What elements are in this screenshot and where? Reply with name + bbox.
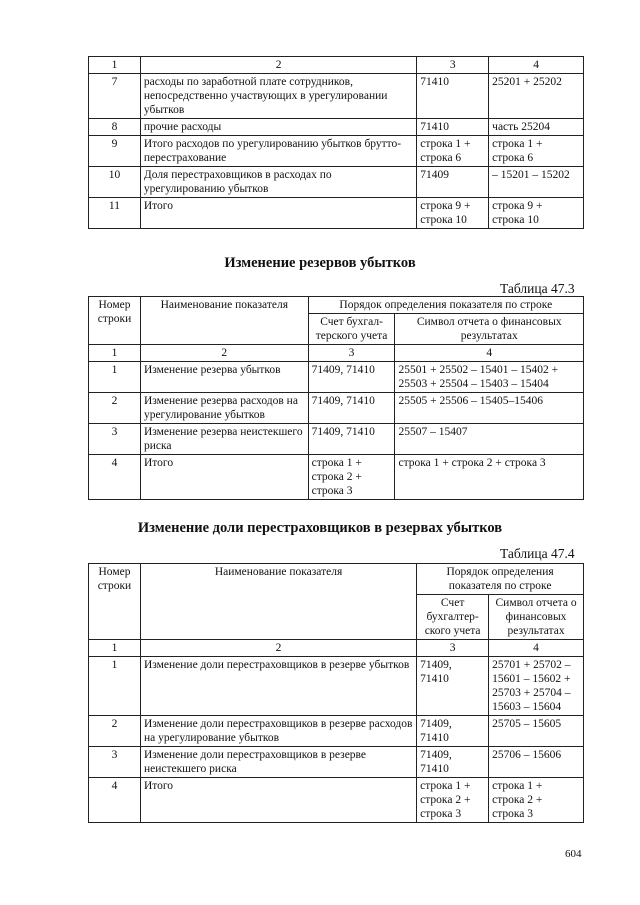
table-caption: Таблица 47.4 xyxy=(500,546,575,561)
row-number: 8 xyxy=(89,119,141,136)
symbol-cell: – 15201 – 15202 xyxy=(489,167,584,198)
account-cell: 71410 xyxy=(417,119,489,136)
header-indicator-name: Наименование показателя xyxy=(140,564,416,640)
header-group: Порядок определения показателя по строке xyxy=(308,297,583,314)
table-row xyxy=(89,716,584,747)
table-number-row xyxy=(89,57,584,74)
account-cell: 71409, 71410 xyxy=(308,393,395,424)
column-number: 4 xyxy=(489,57,584,74)
row-number: 1 xyxy=(89,362,141,393)
indicator-name: Изменение резерва убытков xyxy=(140,362,308,393)
symbol-cell: строка 1 + строка 2 + строка 3 xyxy=(489,778,584,823)
indicator-name: Изменение доли перестраховщиков в резерве неистекшего риска xyxy=(140,747,416,778)
account-cell: 71409, 71410 xyxy=(417,657,489,716)
symbol-cell: 25201 + 25202 xyxy=(489,74,584,119)
account-cell: 71410 xyxy=(417,74,489,119)
row-number: 1 xyxy=(89,657,141,716)
table-47-4 xyxy=(88,563,584,823)
symbol-cell: 25505 + 25506 – 15405–15406 xyxy=(395,393,584,424)
header-symbol: Символ отчета о финансовых результатах xyxy=(489,595,584,640)
indicator-name: Итого расходов по урегулированию убытков брутто-перестрахование xyxy=(140,136,416,167)
header-row-number: Номер строки xyxy=(89,564,141,640)
account-cell: 71409, 71410 xyxy=(308,424,395,455)
symbol-cell: 25501 + 25502 – 15401 – 15402 + 25503 + 25504 – 15403 – 15404 xyxy=(395,362,584,393)
symbol-cell: 25706 – 15606 xyxy=(489,747,584,778)
table-row xyxy=(89,74,584,119)
row-number: 7 xyxy=(89,74,141,119)
table-row xyxy=(89,119,584,136)
table-row xyxy=(89,362,584,393)
table-caption: Таблица 47.3 xyxy=(500,281,575,296)
header-indicator-name: Наименование показателя xyxy=(140,297,308,345)
row-number: 4 xyxy=(89,778,141,823)
column-number: 3 xyxy=(417,57,489,74)
column-number: 3 xyxy=(308,345,395,362)
column-number: 1 xyxy=(89,345,141,362)
indicator-name: Итого xyxy=(140,455,308,500)
indicator-name: Изменение доли перестраховщиков в резерве расходов на урегулирование убытков xyxy=(140,716,416,747)
symbol-cell: строка 1 + строка 6 xyxy=(489,136,584,167)
column-number: 4 xyxy=(489,640,584,657)
column-number: 2 xyxy=(140,640,416,657)
account-cell: 71409, 71410 xyxy=(417,747,489,778)
indicator-name: Изменение доли перестраховщиков в резерве убытков xyxy=(140,657,416,716)
table-row xyxy=(89,167,584,198)
table-47-3 xyxy=(88,296,584,500)
account-cell: строка 1 + строка 2 + строка 3 xyxy=(417,778,489,823)
column-number: 4 xyxy=(395,345,584,362)
row-number: 3 xyxy=(89,747,141,778)
column-number: 1 xyxy=(89,640,141,657)
table-row xyxy=(89,657,584,716)
row-number: 2 xyxy=(89,393,141,424)
symbol-cell: 25507 – 15407 xyxy=(395,424,584,455)
table-row xyxy=(89,778,584,823)
column-number: 1 xyxy=(89,57,141,74)
indicator-name: Итого xyxy=(140,198,416,229)
account-cell: строка 1 + строка 2 + строка 3 xyxy=(308,455,395,500)
section-heading: Изменение доли перестраховщиков в резервах убытков xyxy=(137,520,503,536)
account-cell: строка 1 + строка 6 xyxy=(417,136,489,167)
row-number: 10 xyxy=(89,167,141,198)
header-group: Порядок определения показателя по строке xyxy=(417,564,584,595)
section-heading: Изменение резервов убытков xyxy=(224,255,416,271)
symbol-cell: 25701 + 25702 – 15601 – 15602 + 25703 + 25704 – 15603 – 15604 xyxy=(489,657,584,716)
indicator-name: прочие расходы xyxy=(140,119,416,136)
column-number: 3 xyxy=(417,640,489,657)
row-number: 4 xyxy=(89,455,141,500)
row-number: 9 xyxy=(89,136,141,167)
table-number-row xyxy=(89,345,584,362)
header-account: Счет бухгал- терского учета xyxy=(308,314,395,345)
account-cell: 71409, 71410 xyxy=(308,362,395,393)
indicator-name: Доля перестраховщиков в расходах по урегулированию убытков xyxy=(140,167,416,198)
header-symbol: Символ отчета о финансовых результатах xyxy=(395,314,584,345)
table-row xyxy=(89,424,584,455)
indicator-name: Изменение резерва неистекшего риска xyxy=(140,424,308,455)
table-row xyxy=(89,136,584,167)
page-number: 604 xyxy=(565,848,582,860)
indicator-name: Изменение резерва расходов на урегулирование убытков xyxy=(140,393,308,424)
column-number: 2 xyxy=(140,345,308,362)
account-cell: строка 9 + строка 10 xyxy=(417,198,489,229)
header-row-number: Номер строки xyxy=(89,297,141,345)
symbol-cell: часть 25204 xyxy=(489,119,584,136)
header-account: Счет бухгалтер- ского учета xyxy=(417,595,489,640)
table-header-row xyxy=(89,564,584,595)
symbol-cell: 25705 – 15605 xyxy=(489,716,584,747)
row-number: 2 xyxy=(89,716,141,747)
indicator-name: расходы по заработной плате сотрудников, непосредственно участвующих в урегулировании убытков xyxy=(140,74,416,119)
column-number: 2 xyxy=(140,57,416,74)
table-row xyxy=(89,747,584,778)
indicator-name: Итого xyxy=(140,778,416,823)
table-header-row xyxy=(89,297,584,314)
account-cell: 71409, 71410 xyxy=(417,716,489,747)
table-row xyxy=(89,455,584,500)
row-number: 11 xyxy=(89,198,141,229)
table-row xyxy=(89,393,584,424)
symbol-cell: строка 9 + строка 10 xyxy=(489,198,584,229)
table-row xyxy=(89,198,584,229)
account-cell: 71409 xyxy=(417,167,489,198)
table-number-row xyxy=(89,640,584,657)
symbol-cell: строка 1 + строка 2 + строка 3 xyxy=(395,455,584,500)
table-continuation xyxy=(88,56,584,229)
row-number: 3 xyxy=(89,424,141,455)
